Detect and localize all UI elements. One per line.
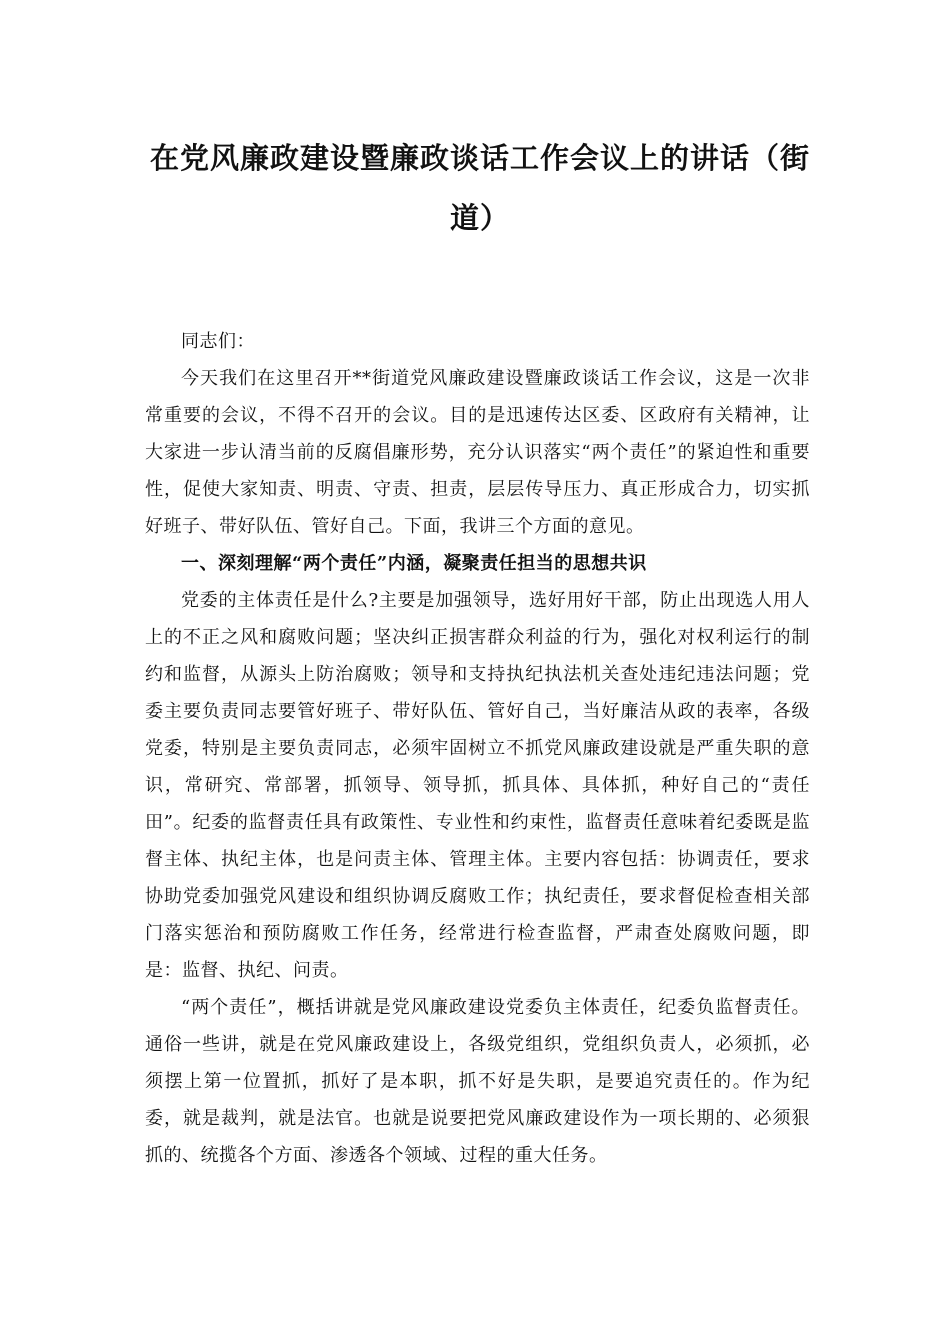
title-line-1: 在党风廉政建设暨廉政谈话工作会议上的讲话（街 bbox=[150, 141, 811, 175]
salutation: 同志们： bbox=[181, 331, 255, 352]
document-title bbox=[150, 128, 810, 248]
document-body bbox=[145, 323, 810, 1174]
intro-paragraph: 今天我们在这里召开**街道党风廉政建设暨廉政谈话工作会议，这是一次非常重要的会议，不得不召开的会议。目的是迅速传达区委、区政府有关精神，让大家进一步认清当前的反腐倡廉形势，充分认识落实“两个责任”的紧迫性和重要性，促使大家知责、明责、守责、担责，层层传导压力、真正形成合力，切实抓好班子、带好队伍、管好自己。下面，我讲三个方面的意见。 bbox=[145, 368, 810, 537]
title-line-2: 道） bbox=[449, 201, 510, 235]
section1-paragraph-1: 党委的主体责任是什么?主要是加强领导，选好用好干部，防止出现选人用人上的不正之风和腐败问题；坚决纠正损害群众利益的行为，强化对权利运行的制约和监督，从源头上防治腐败；领导和支持执纪执法机关查处违纪违法问题；党委主要负责同志要管好班子、带好队伍、管好自己，当好廉洁从政的表率，各级党委，特别是主要负责同志，必须牢固树立不抓党风廉政建设就是严重失职的意识，常研究、常部署，抓领导、领导抓，抓具体、具体抓，种好自己的“责任田”。纪委的监督责任具有政策性、专业性和约束性，监督责任意味着纪委既是监督主体、执纪主体，也是问责主体、管理主体。主要内容包括：协调责任，要求协助党委加强党风建设和组织协调反腐败工作；执纪责任，要求督促检查相关部门落实惩治和预防腐败工作任务，经常进行检查监督，严肃查处腐败问题，即是：监督、执纪、问责。 bbox=[145, 590, 810, 981]
section1-paragraph-2: “两个责任”，概括讲就是党风廉政建设党委负主体责任，纪委负监督责任。通俗一些讲，就是在党风廉政建设上，各级党组织，党组织负责人，必须抓，必须摆上第一位置抓，抓好了是本职，抓不好是失职，是要追究责任的。作为纪委，就是裁判，就是法官。也就是说要把党风廉政建设作为一项长期的、必须狠抓的、统揽各个方面、渗透各个领域、过程的重大任务。 bbox=[145, 997, 810, 1166]
section-heading-1: 一、深刻理解“两个责任”内涵，凝聚责任担当的思想共识 bbox=[181, 553, 647, 574]
